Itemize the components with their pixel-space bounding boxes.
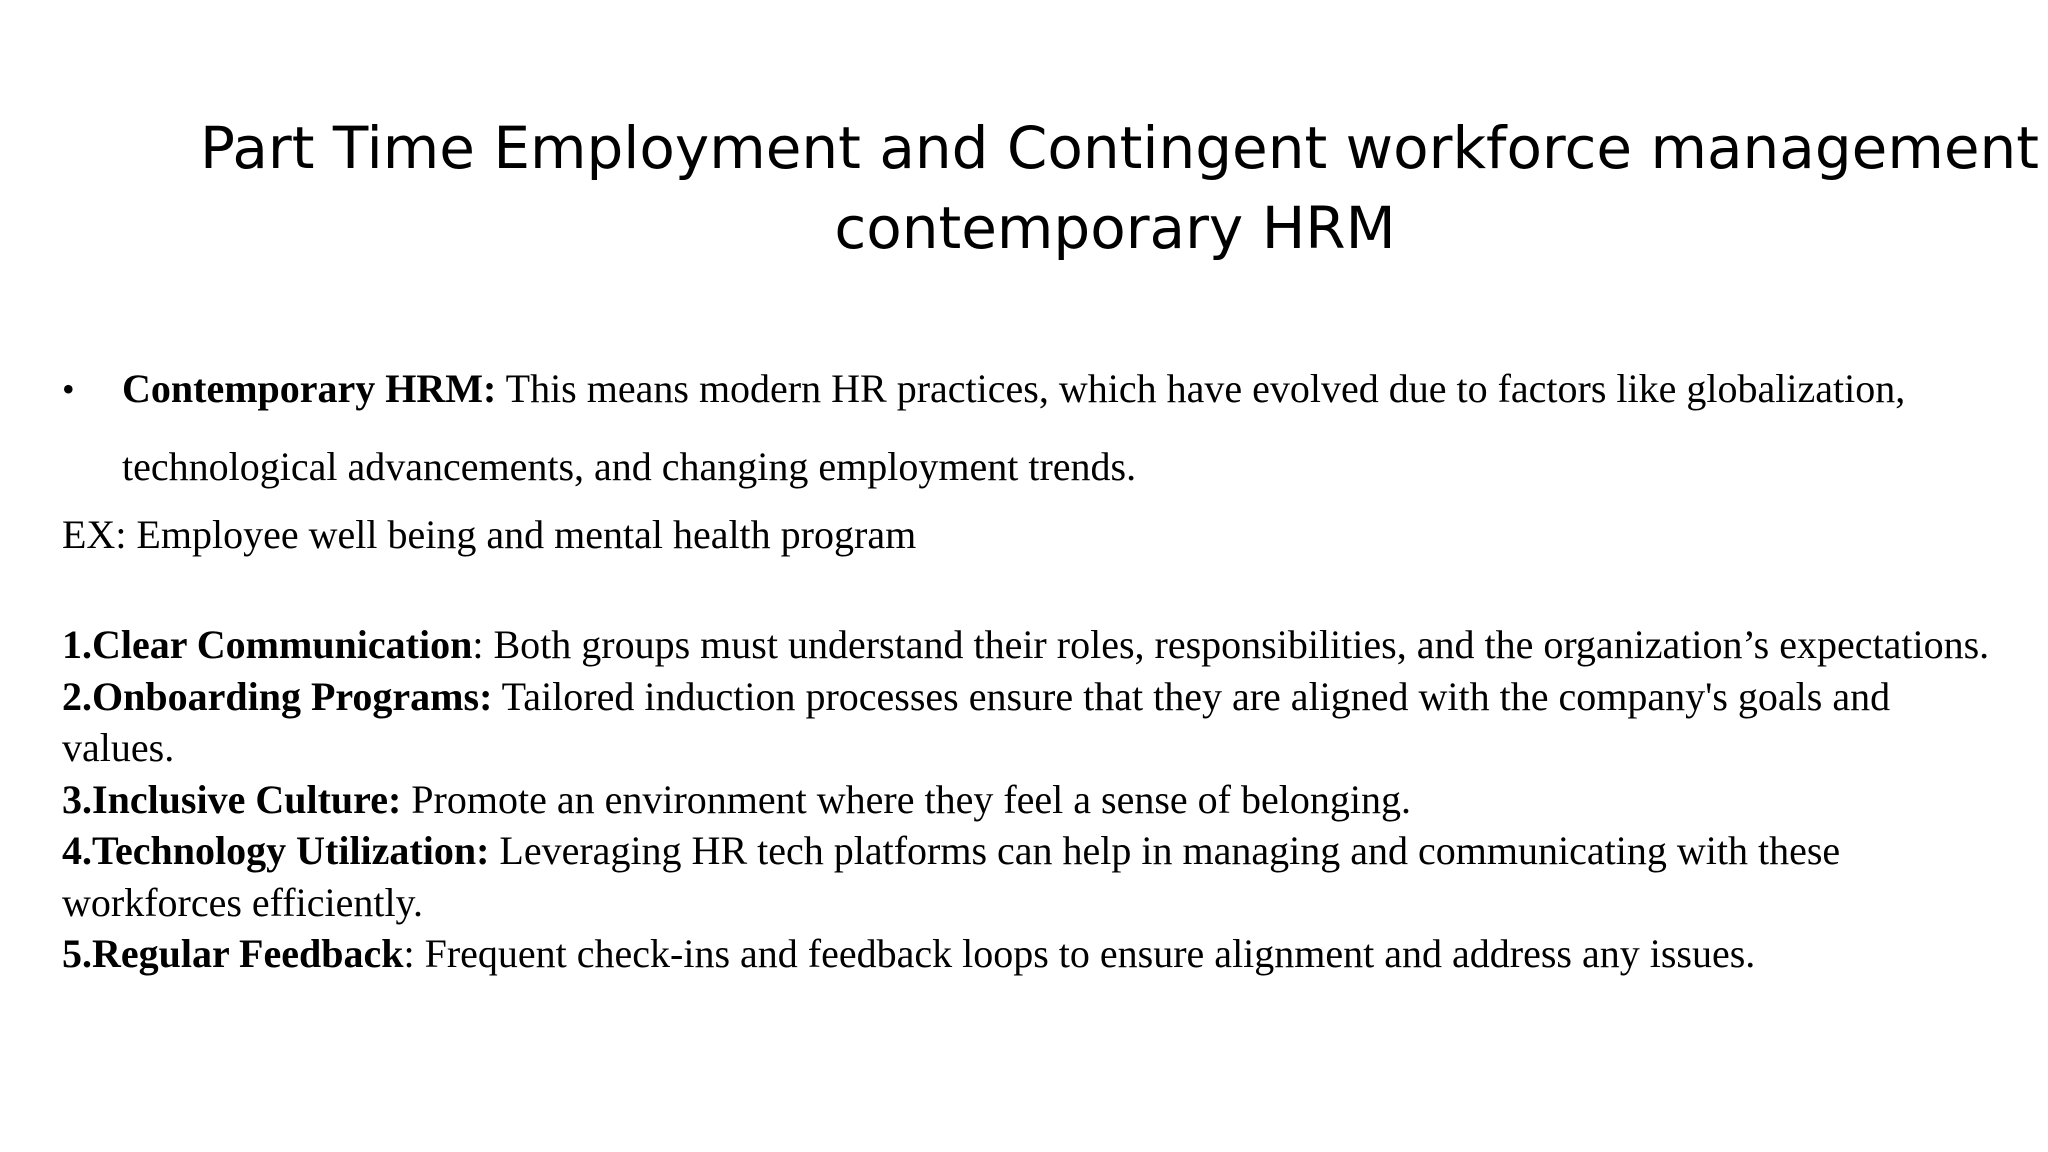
bullet-description: This means modern HR practices, which have evolved due to factors like globalization, technological advancements, and changing employment trends. — [122, 366, 1906, 489]
item-text: : Frequent check-ins and feedback loops to ensure alignment and address any issues. — [403, 931, 1756, 976]
item-text: Promote an environment where they feel a sense of belonging. — [401, 776, 1411, 822]
title-line-2: contemporary HRM — [834, 194, 1396, 262]
bullet-term: Contemporary HRM: — [122, 366, 497, 411]
bullet-text — [122, 350, 1962, 506]
title-line-1: Part Time Employment and Contingent workforce management — [200, 114, 2040, 182]
bullet-list — [62, 350, 1962, 506]
list-item — [62, 671, 1992, 774]
example-line: EX: Employee well being and mental health program — [62, 512, 917, 557]
list-item — [62, 619, 1992, 671]
item-text: Tailored induction processes ensure that they are aligned with the company's goals and values. — [62, 673, 1891, 770]
numbered-list — [62, 619, 1992, 980]
item-term: 4.Technology Utilization: — [62, 828, 490, 873]
item-term: 2.Onboarding Programs: — [62, 673, 493, 719]
item-term: 3.Inclusive Culture: — [62, 776, 402, 822]
list-item — [62, 825, 1992, 928]
list-item — [62, 774, 1992, 826]
bullet-marker: • — [62, 369, 75, 409]
item-text: Leveraging HR tech platforms can help in managing and communicating with these workforces efficiently. — [62, 828, 1841, 925]
item-term: 1.Clear Communication — [62, 622, 473, 667]
slide-title — [200, 108, 2040, 268]
bullet-item — [62, 350, 1962, 506]
item-term: 5.Regular Feedback — [62, 931, 404, 976]
list-item — [62, 928, 1992, 980]
item-text: : Both groups must understand their roles, responsibilities, and the organization’s expectations. — [472, 622, 1990, 667]
